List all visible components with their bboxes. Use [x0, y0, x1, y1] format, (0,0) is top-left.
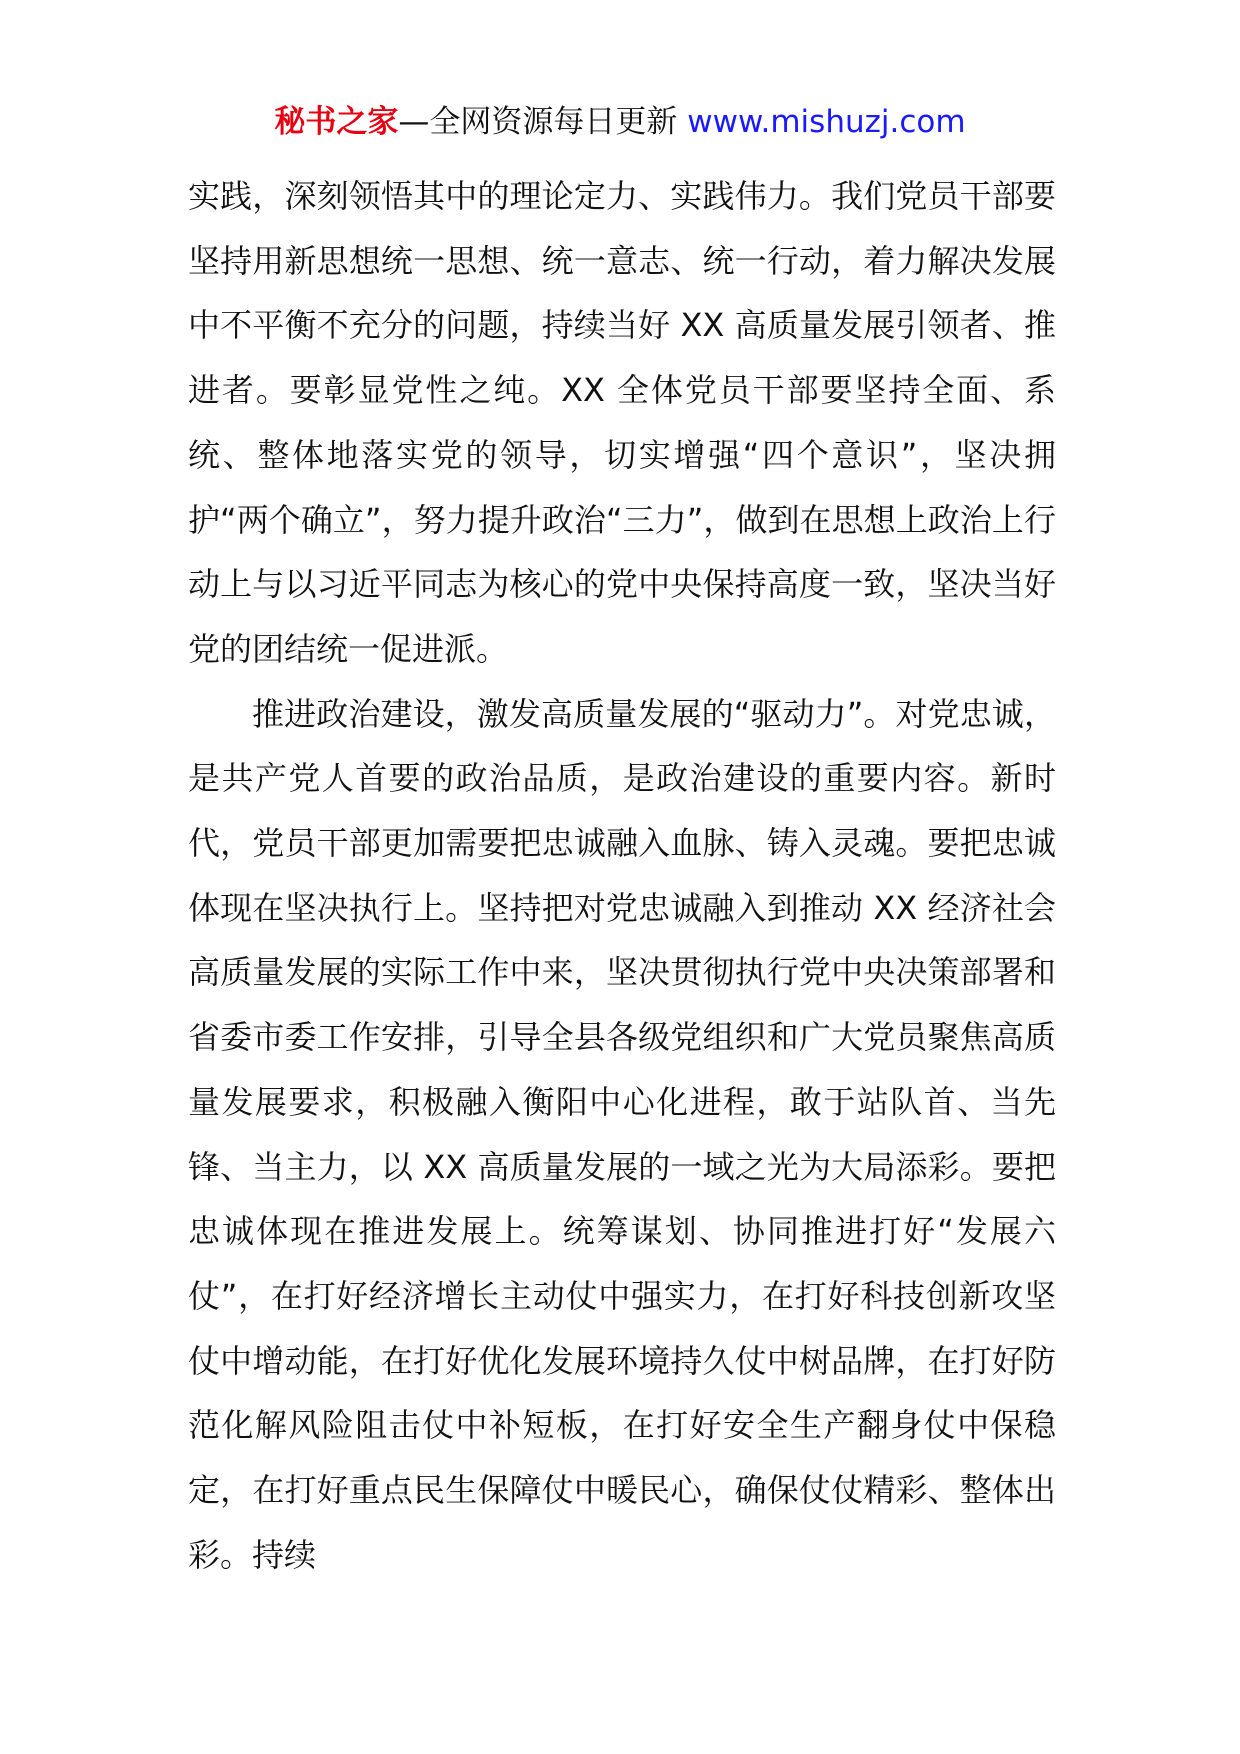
- header-slogan: —全网资源每日更新: [398, 104, 688, 140]
- header-brand: 秘书之家: [274, 104, 399, 140]
- paragraph-continued: 实践，深刻领悟其中的理论定力、实践伟力。我们党员干部要坚持用新思想统一思想、统一意志、统一行动，着力解决发展中不平衡不充分的问题，持续当好 XX 高质量发展引领者、推进者。要彰显党性之纯。XX 全体党员干部要坚持全面、系统、整体地落实党的领导，切实增强“四个意识”，坚决拥护“两个确立”，努力提升政治“三力”，做到在思想上政治上行动上与以习近平同志为核心的党中央保持高度一致，坚决当好党的团结统一促进派。: [188, 177, 1056, 668]
- document-body: [188, 164, 1056, 1587]
- paragraph: 推进政治建设，激发高质量发展的“驱动力”。对党忠诚，是共产党人首要的政治品质，是政治建设的重要内容。新时代，党员干部更加需要把忠诚融入血脉、铸入灵魂。要把忠诚体现在坚决执行上。坚持把对党忠诚融入到推动 XX 经济社会高质量发展的实际工作中来，坚决贯彻执行党中央决策部署和省委市委工作安排，引导全县各级党组织和广大党员聚焦高质量发展要求，积极融入衡阳中心化进程，敢于站队首、当先锋、当主力，以 XX 高质量发展的一域之光为大局添彩。要把忠诚体现在推进发展上。统筹谋划、协同推进打好“发展六仗”，在打好经济增长主动仗中强实力，在打好科技创新攻坚仗中增动能，在打好优化发展环境持久仗中树品牌，在打好防范化解风险阻击仗中补短板，在打好安全生产翻身仗中保稳定，在打好重点民生保障仗中暖民心，确保仗仗精彩、整体出彩。持续: [188, 694, 1056, 1574]
- page-header: [0, 100, 1240, 144]
- header-url-link[interactable]: www.mishuzj.com: [687, 104, 966, 140]
